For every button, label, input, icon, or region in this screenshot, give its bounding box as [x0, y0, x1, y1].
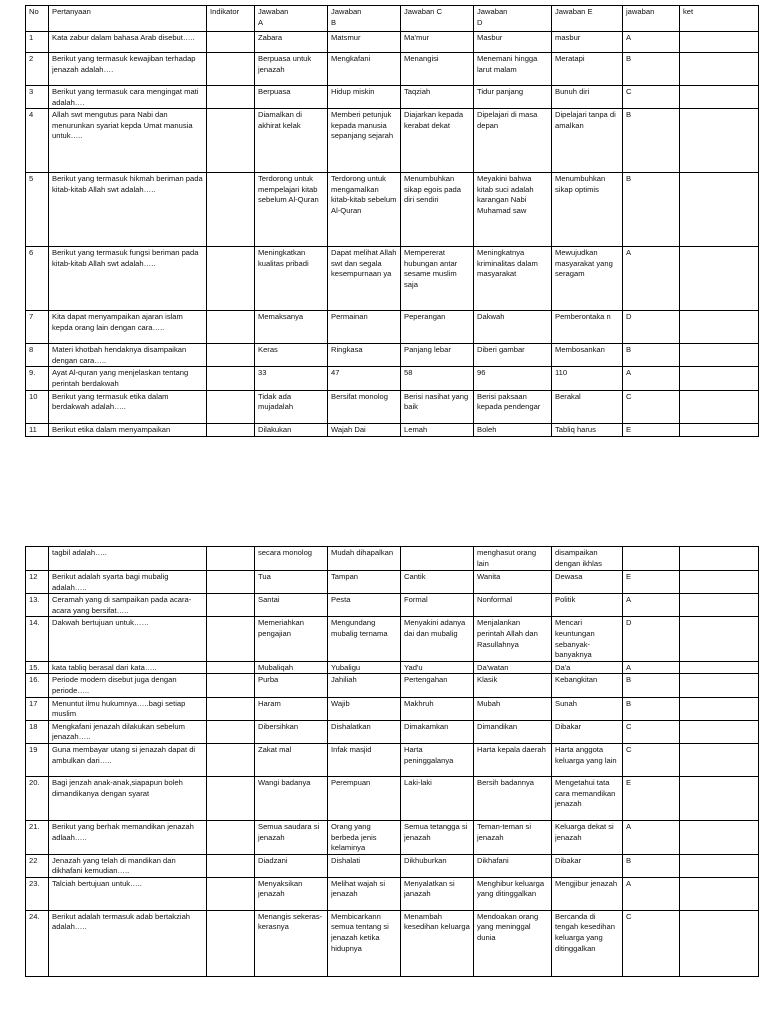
- number-cell: 12: [26, 571, 49, 594]
- note-cell: [680, 344, 759, 367]
- option-e-cell: Pemberontaka n: [552, 311, 623, 344]
- note-cell: [680, 109, 759, 173]
- header-option-e: Jawaban E: [552, 6, 623, 32]
- option-c-cell: Berisi nasihat yang baik: [401, 390, 474, 423]
- option-d-cell: Wanita: [474, 571, 552, 594]
- number-cell: 8: [26, 344, 49, 367]
- option-b-cell: Matsmur: [328, 32, 401, 53]
- answer-key-cell: C: [623, 720, 680, 743]
- question-row: [26, 367, 759, 390]
- indicator-cell: [207, 661, 255, 674]
- number-cell: 3: [26, 86, 49, 109]
- question-row: [26, 571, 759, 594]
- option-e-cell: masbur: [552, 32, 623, 53]
- option-e-cell: Mengjibur jenazah: [552, 877, 623, 910]
- option-e-cell: Tabliq harus: [552, 423, 623, 436]
- option-d-cell: Da'watan: [474, 661, 552, 674]
- note-cell: [680, 247, 759, 311]
- option-c-cell: Dikhuburkan: [401, 854, 474, 877]
- option-b-cell: Infak masjid: [328, 743, 401, 776]
- option-a-cell: Santai: [255, 594, 328, 617]
- indicator-cell: [207, 674, 255, 697]
- option-a-cell: Semua saudara si jenazah: [255, 820, 328, 854]
- question-row: [26, 344, 759, 367]
- option-c-cell: Menumbuhkan sikap egois pada diri sendiri: [401, 173, 474, 247]
- question-row: [26, 53, 759, 86]
- answer-key-cell: A: [623, 820, 680, 854]
- option-a-cell: Tua: [255, 571, 328, 594]
- option-d-cell: Bersih badannya: [474, 776, 552, 820]
- option-c-cell: Cantik: [401, 571, 474, 594]
- indicator-cell: [207, 720, 255, 743]
- number-cell: 11: [26, 423, 49, 436]
- indicator-cell: [207, 854, 255, 877]
- note-cell: [680, 423, 759, 436]
- question-cell: Menuntut ilmu hukumnya…..bagi setiap muslim: [49, 697, 207, 720]
- option-e-cell: Membosankan: [552, 344, 623, 367]
- option-d-cell: menghasut orang lain: [474, 547, 552, 571]
- question-row: [26, 877, 759, 910]
- option-b-cell: 47: [328, 367, 401, 390]
- question-row: [26, 86, 759, 109]
- number-cell: 2: [26, 53, 49, 86]
- question-cell: Kata zabur dalam bahasa Arab disebut…..: [49, 32, 207, 53]
- question-row: [26, 910, 759, 976]
- question-row: [26, 109, 759, 173]
- option-b-cell: Wajib: [328, 697, 401, 720]
- option-e-cell: Bunuh diri: [552, 86, 623, 109]
- indicator-cell: [207, 877, 255, 910]
- answer-key-cell: A: [623, 661, 680, 674]
- indicator-cell: [207, 247, 255, 311]
- option-c-cell: Lemah: [401, 423, 474, 436]
- question-cell: Berikut yang termasuk hikmah beriman pada kitab-kitab Allah swt adalah…..: [49, 173, 207, 247]
- option-d-cell: Mendoakan orang yang meninggal dunia: [474, 910, 552, 976]
- indicator-cell: [207, 697, 255, 720]
- option-a-cell: Keras: [255, 344, 328, 367]
- option-a-cell: Purba: [255, 674, 328, 697]
- answer-key-cell: A: [623, 247, 680, 311]
- option-e-cell: Mencari keuntungan sebanyak-banyaknya: [552, 617, 623, 661]
- option-d-cell: Dakwah: [474, 311, 552, 344]
- option-e-cell: Dibakar: [552, 854, 623, 877]
- answer-key-cell: B: [623, 109, 680, 173]
- answer-key-cell: B: [623, 674, 680, 697]
- option-e-cell: Mengetahui tata cara memandikan jenazah: [552, 776, 623, 820]
- answer-key-cell: B: [623, 697, 680, 720]
- note-cell: [680, 661, 759, 674]
- question-row: [26, 674, 759, 697]
- option-e-cell: Dibakar: [552, 720, 623, 743]
- header-option-d: Jawaban D: [474, 6, 552, 32]
- question-cell: Berikut yang termasuk fungsi beriman pada kitab-kitab Allah swt adalah…..: [49, 247, 207, 311]
- note-cell: [680, 571, 759, 594]
- indicator-cell: [207, 53, 255, 86]
- option-b-cell: Mudah dihapalkan: [328, 547, 401, 571]
- option-e-cell: Sunah: [552, 697, 623, 720]
- option-b-cell: Hidup miskin: [328, 86, 401, 109]
- number-cell: 18: [26, 720, 49, 743]
- option-c-cell: Diajarkan kepada kerabat dekat: [401, 109, 474, 173]
- option-d-cell: Meningkatnya kriminalitas dalam masyarakat: [474, 247, 552, 311]
- number-cell: 21.: [26, 820, 49, 854]
- number-cell: 17: [26, 697, 49, 720]
- option-b-cell: Ringkasa: [328, 344, 401, 367]
- question-cell: Berikut yang berhak memandikan jenazah adlaah…..: [49, 820, 207, 854]
- header-option-c: Jawaban C: [401, 6, 474, 32]
- option-b-cell: Terdorong untuk mengamalkan kitab-kitab sebelum Al-Quran: [328, 173, 401, 247]
- number-cell: 4: [26, 109, 49, 173]
- note-cell: [680, 32, 759, 53]
- note-cell: [680, 776, 759, 820]
- option-b-cell: Melihat wajah si jenazah: [328, 877, 401, 910]
- answer-key-cell: A: [623, 32, 680, 53]
- option-b-cell: Pesta: [328, 594, 401, 617]
- option-c-cell: Formal: [401, 594, 474, 617]
- note-cell: [680, 311, 759, 344]
- question-row: [26, 32, 759, 53]
- note-cell: [680, 86, 759, 109]
- option-d-cell: Menghibur keluarga yang ditinggalkan: [474, 877, 552, 910]
- option-c-cell: Menambah kesedihan keluarga: [401, 910, 474, 976]
- answer-key-cell: B: [623, 53, 680, 86]
- option-b-cell: Dishalati: [328, 854, 401, 877]
- option-a-cell: Meningkatkan kualitas pribadi: [255, 247, 328, 311]
- option-d-cell: Teman-teman si jenazah: [474, 820, 552, 854]
- number-cell: 22: [26, 854, 49, 877]
- option-a-cell: Wangi badanya: [255, 776, 328, 820]
- indicator-cell: [207, 390, 255, 423]
- question-cell: Berikut yang termasuk kewajiban terhadap jenazah adalah….: [49, 53, 207, 86]
- indicator-cell: [207, 910, 255, 976]
- indicator-cell: [207, 617, 255, 661]
- option-e-cell: Menumbuhkan sikap optimis: [552, 173, 623, 247]
- option-a-cell: Dilakukan: [255, 423, 328, 436]
- option-b-cell: Yubaligu: [328, 661, 401, 674]
- option-d-cell: Diberi gambar: [474, 344, 552, 367]
- number-cell: 9.: [26, 367, 49, 390]
- answer-key-cell: E: [623, 776, 680, 820]
- number-cell: 16.: [26, 674, 49, 697]
- header-option-b: Jawaban B: [328, 6, 401, 32]
- answer-key-cell: [623, 547, 680, 571]
- header-answer-key: jawaban: [623, 6, 680, 32]
- option-c-cell: Mempererat hubungan antar sesame muslim saja: [401, 247, 474, 311]
- note-cell: [680, 674, 759, 697]
- question-row: [26, 617, 759, 661]
- question-row: [26, 390, 759, 423]
- indicator-cell: [207, 109, 255, 173]
- note-cell: [680, 720, 759, 743]
- number-cell: 14.: [26, 617, 49, 661]
- number-cell: 19: [26, 743, 49, 776]
- answer-key-cell: C: [623, 86, 680, 109]
- option-d-cell: Dikhafani: [474, 854, 552, 877]
- answer-key-cell: C: [623, 910, 680, 976]
- number-cell: 20.: [26, 776, 49, 820]
- indicator-cell: [207, 820, 255, 854]
- option-c-cell: Menyalatkan si janazah: [401, 877, 474, 910]
- number-cell: 6: [26, 247, 49, 311]
- option-d-cell: 96: [474, 367, 552, 390]
- option-c-cell: Pertengahan: [401, 674, 474, 697]
- number-cell: 24.: [26, 910, 49, 976]
- number-cell: 23.: [26, 877, 49, 910]
- answer-key-cell: D: [623, 617, 680, 661]
- question-table-bottom: [25, 546, 759, 977]
- question-cell: Berikut adalah syarta bagi mubalig adalah…..: [49, 571, 207, 594]
- option-e-cell: Politik: [552, 594, 623, 617]
- indicator-cell: [207, 743, 255, 776]
- question-row: [26, 173, 759, 247]
- question-cell: Ayat Al-quran yang menjelaskan tentang perintah berdakwah: [49, 367, 207, 390]
- note-cell: [680, 594, 759, 617]
- answer-key-cell: C: [623, 390, 680, 423]
- option-b-cell: Orang yang berbeda jenis kelaminya: [328, 820, 401, 854]
- number-cell: 15.: [26, 661, 49, 674]
- option-c-cell: [401, 547, 474, 571]
- option-c-cell: Dimakamkan: [401, 720, 474, 743]
- option-e-cell: Berakal: [552, 390, 623, 423]
- note-cell: [680, 390, 759, 423]
- answer-key-cell: A: [623, 367, 680, 390]
- indicator-cell: [207, 776, 255, 820]
- option-c-cell: Taqziah: [401, 86, 474, 109]
- option-c-cell: Makhruh: [401, 697, 474, 720]
- option-a-cell: Terdorong untuk mempelajari kitab sebelum Al-Quran: [255, 173, 328, 247]
- option-c-cell: Menangisi: [401, 53, 474, 86]
- number-cell: 1: [26, 32, 49, 53]
- option-b-cell: Perempuan: [328, 776, 401, 820]
- option-e-cell: Kebangkitan: [552, 674, 623, 697]
- option-a-cell: Diamalkan di akhirat kelak: [255, 109, 328, 173]
- header-option-a: Jawaban A: [255, 6, 328, 32]
- option-d-cell: Dipelajari di masa depan: [474, 109, 552, 173]
- question-row: [26, 720, 759, 743]
- option-a-cell: Memeriahkan pengajian: [255, 617, 328, 661]
- question-row: [26, 661, 759, 674]
- option-a-cell: Haram: [255, 697, 328, 720]
- option-e-cell: Harta anggota keluarga yang lain: [552, 743, 623, 776]
- option-d-cell: Nonformal: [474, 594, 552, 617]
- option-d-cell: Boleh: [474, 423, 552, 436]
- indicator-cell: [207, 594, 255, 617]
- header-indicator: Indikator: [207, 6, 255, 32]
- question-cell: Periode modern disebut juga dengan periode…..: [49, 674, 207, 697]
- indicator-cell: [207, 423, 255, 436]
- option-d-cell: Tidur panjang: [474, 86, 552, 109]
- option-c-cell: 58: [401, 367, 474, 390]
- question-row: [26, 854, 759, 877]
- option-d-cell: Berisi paksaan kepada pendengar: [474, 390, 552, 423]
- option-d-cell: Klasik: [474, 674, 552, 697]
- question-row: [26, 423, 759, 436]
- option-a-cell: 33: [255, 367, 328, 390]
- option-b-cell: Mengundang mubalig ternama: [328, 617, 401, 661]
- question-cell: Ceramah yang di sampaikan pada acara-acara yang bersifat…..: [49, 594, 207, 617]
- question-cell: Bagi jenzah anak-anak,siapapun boleh dimandikanya dengan syarat: [49, 776, 207, 820]
- answer-key-cell: A: [623, 877, 680, 910]
- note-cell: [680, 854, 759, 877]
- indicator-cell: [207, 367, 255, 390]
- number-cell: 5: [26, 173, 49, 247]
- option-d-cell: Mubah: [474, 697, 552, 720]
- answer-key-cell: E: [623, 423, 680, 436]
- option-a-cell: Berpuasa: [255, 86, 328, 109]
- answer-key-cell: B: [623, 173, 680, 247]
- question-cell: Mengkafani jenazah dilakukan sebelum jenazah…..: [49, 720, 207, 743]
- answer-key-cell: B: [623, 854, 680, 877]
- answer-key-cell: D: [623, 311, 680, 344]
- header-note: ket: [680, 6, 759, 32]
- question-cell: Allah swt mengutus para Nabi dan menurunkan syariat kepda Umat manusia untuk…..: [49, 109, 207, 173]
- question-row: [26, 776, 759, 820]
- answer-key-cell: E: [623, 571, 680, 594]
- note-cell: [680, 743, 759, 776]
- option-c-cell: Laki-laki: [401, 776, 474, 820]
- note-cell: [680, 820, 759, 854]
- question-cell: tagbil adalah…..: [49, 547, 207, 571]
- number-cell: 7: [26, 311, 49, 344]
- indicator-cell: [207, 86, 255, 109]
- option-c-cell: Menyakini adanya dai dan mubalig: [401, 617, 474, 661]
- question-cell: Berikut yang termasuk cara mengingat mati adalah….: [49, 86, 207, 109]
- option-a-cell: Berpuasa untuk jenazah: [255, 53, 328, 86]
- question-cell: Talciah bertujuan untuk…..: [49, 877, 207, 910]
- option-e-cell: Dewasa: [552, 571, 623, 594]
- answer-key-cell: C: [623, 743, 680, 776]
- option-b-cell: Memberi petunjuk kepada manusia sepanjang sejarah: [328, 109, 401, 173]
- option-a-cell: secara monolog: [255, 547, 328, 571]
- option-c-cell: Peperangan: [401, 311, 474, 344]
- question-cell: Berikut adalah termasuk adab bertakziah adalah…..: [49, 910, 207, 976]
- option-e-cell: Da'a: [552, 661, 623, 674]
- indicator-cell: [207, 311, 255, 344]
- question-row: [26, 697, 759, 720]
- number-cell: [26, 547, 49, 571]
- note-cell: [680, 173, 759, 247]
- option-d-cell: Menjalankan perintah Allah dan Rasullahnya: [474, 617, 552, 661]
- note-cell: [680, 877, 759, 910]
- indicator-cell: [207, 571, 255, 594]
- option-b-cell: Dapat melihat Allah swt dan segala kesempurnaan ya: [328, 247, 401, 311]
- note-cell: [680, 547, 759, 571]
- note-cell: [680, 910, 759, 976]
- header-no: No: [26, 6, 49, 32]
- option-c-cell: Yad'u: [401, 661, 474, 674]
- option-e-cell: Mewujudkan masyarakat yang seragam: [552, 247, 623, 311]
- indicator-cell: [207, 173, 255, 247]
- answer-key-cell: A: [623, 594, 680, 617]
- note-cell: [680, 367, 759, 390]
- option-b-cell: Tampan: [328, 571, 401, 594]
- option-b-cell: Mengkafani: [328, 53, 401, 86]
- answer-key-cell: B: [623, 344, 680, 367]
- question-cell: Kita dapat menyampaikan ajaran islam kepda orang lain dengan cara…..: [49, 311, 207, 344]
- option-c-cell: Harta peninggalanya: [401, 743, 474, 776]
- question-table-top-body: [26, 6, 759, 437]
- option-a-cell: Zakat mal: [255, 743, 328, 776]
- option-a-cell: Menangis sekeras-kerasnya: [255, 910, 328, 976]
- question-cell: Dakwah bertujuan untuk……: [49, 617, 207, 661]
- question-row: [26, 247, 759, 311]
- indicator-cell: [207, 344, 255, 367]
- indicator-cell: [207, 547, 255, 571]
- option-a-cell: Tidak ada mujadalah: [255, 390, 328, 423]
- note-cell: [680, 53, 759, 86]
- option-d-cell: Masbur: [474, 32, 552, 53]
- option-b-cell: Permainan: [328, 311, 401, 344]
- question-table-bottom-body: [26, 547, 759, 977]
- indicator-cell: [207, 32, 255, 53]
- option-a-cell: Zabara: [255, 32, 328, 53]
- option-b-cell: Jahiliah: [328, 674, 401, 697]
- option-a-cell: Diadzani: [255, 854, 328, 877]
- question-row: [26, 594, 759, 617]
- option-b-cell: Bersifat monolog: [328, 390, 401, 423]
- option-e-cell: Dipelajari tanpa di amalkan: [552, 109, 623, 173]
- option-e-cell: disampaikan dengan ikhlas: [552, 547, 623, 571]
- question-cell: Jenazah yang telah di mandikan dan dikhafani kemudian…..: [49, 854, 207, 877]
- option-d-cell: Menemani hingga larut malam: [474, 53, 552, 86]
- option-c-cell: Panjang lebar: [401, 344, 474, 367]
- question-table-top: [25, 5, 759, 437]
- option-a-cell: Mubaliqah: [255, 661, 328, 674]
- option-d-cell: Dimandikan: [474, 720, 552, 743]
- option-e-cell: 110: [552, 367, 623, 390]
- question-cell: kata tabliq berasal dari kata…..: [49, 661, 207, 674]
- number-cell: 10: [26, 390, 49, 423]
- note-cell: [680, 617, 759, 661]
- question-cell: Berikut etika dalam menyampaikan: [49, 423, 207, 436]
- option-a-cell: Dibersihkan: [255, 720, 328, 743]
- option-b-cell: Wajah Dai: [328, 423, 401, 436]
- option-e-cell: Meratapi: [552, 53, 623, 86]
- question-row: [26, 311, 759, 344]
- question-row: [26, 820, 759, 854]
- header-question: Pertanyaan: [49, 6, 207, 32]
- option-c-cell: Ma'mur: [401, 32, 474, 53]
- option-e-cell: Keluarga dekat si jenazah: [552, 820, 623, 854]
- option-e-cell: Bercanda di tengah kesedihan keluarga yang ditinggalkan: [552, 910, 623, 976]
- option-b-cell: Membicarkann semua tentang si jenazah ketika hidupnya: [328, 910, 401, 976]
- option-c-cell: Semua tetangga si jenazah: [401, 820, 474, 854]
- option-d-cell: Harta kepala daerah: [474, 743, 552, 776]
- note-cell: [680, 697, 759, 720]
- question-row: [26, 743, 759, 776]
- option-b-cell: Dishalatkan: [328, 720, 401, 743]
- question-cell: Berikut yang termasuk etika dalam berdakwah adalah…..: [49, 390, 207, 423]
- question-cell: Guna membayar utang si jenazah dapat di ambulkan dari…..: [49, 743, 207, 776]
- option-d-cell: Meyakini bahwa kitab suci adalah karangan Nabi Muhamad saw: [474, 173, 552, 247]
- option-a-cell: Menyaksikan jenazah: [255, 877, 328, 910]
- question-row: [26, 547, 759, 571]
- option-a-cell: Memaksanya: [255, 311, 328, 344]
- number-cell: 13.: [26, 594, 49, 617]
- question-cell: Materi khotbah hendaknya disampaikan dengan cara…..: [49, 344, 207, 367]
- header-row: [26, 6, 759, 32]
